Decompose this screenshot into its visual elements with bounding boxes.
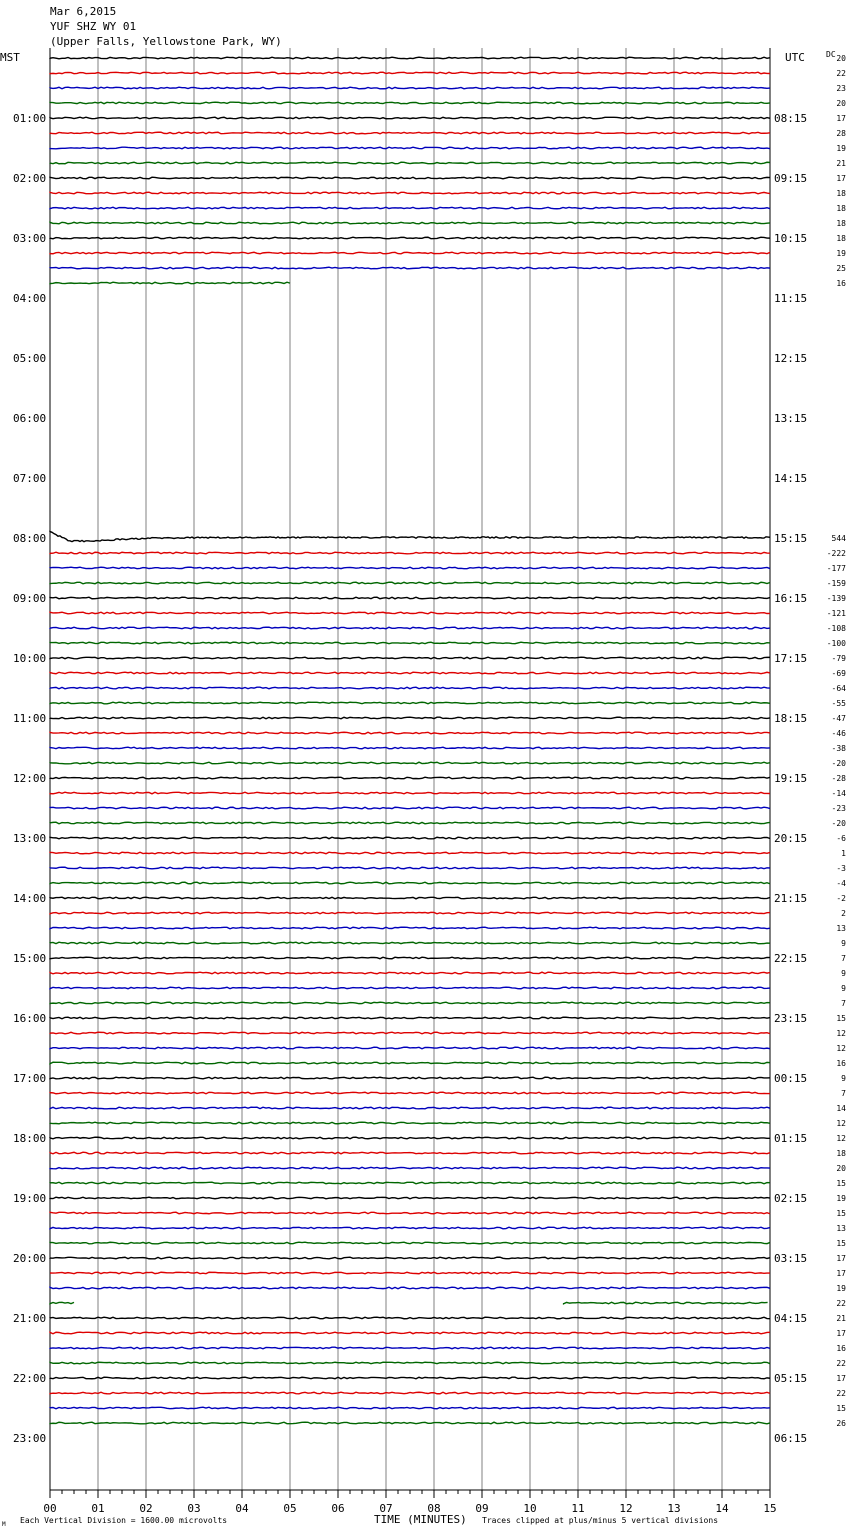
mst-hour-label: 19:00 (13, 1192, 47, 1205)
trace-row (50, 177, 770, 179)
dc-offset-label: -14 (831, 789, 846, 798)
utc-hour-label: 14:15 (774, 472, 808, 485)
utc-hour-label: 13:15 (774, 412, 808, 425)
utc-hour-label: 17:15 (774, 652, 808, 665)
utc-hour-label: 20:15 (774, 832, 808, 845)
label-group (0, 50, 846, 1528)
dc-offset-label: -6 (836, 834, 846, 843)
trace-row (50, 1137, 770, 1139)
utc-hour-label: 03:15 (774, 1252, 808, 1265)
trace-row (50, 102, 770, 104)
x-tick-label: 02 (139, 1502, 153, 1515)
trace-row (50, 987, 770, 989)
mst-hour-label: 06:00 (13, 412, 47, 425)
trace-row (50, 1362, 770, 1364)
dc-offset-label: 16 (836, 1344, 846, 1353)
clip-note: Traces clipped at plus/minus 5 vertical divisions (482, 1516, 719, 1525)
dc-offset-label: 1 (841, 849, 846, 858)
trace-row (50, 532, 770, 542)
trace-row (50, 957, 770, 959)
x-tick-label: 10 (523, 1502, 537, 1515)
trace-row (50, 1407, 770, 1409)
trace-row (50, 1332, 770, 1334)
dc-offset-label: 18 (836, 234, 846, 243)
mst-hour-label: 08:00 (13, 532, 47, 545)
dc-offset-label: 17 (836, 174, 846, 183)
utc-hour-label: 11:15 (774, 292, 808, 305)
mst-hour-label: 10:00 (13, 652, 47, 665)
trace-row (50, 702, 770, 704)
trace-row (50, 672, 770, 674)
trace-row (50, 57, 770, 59)
utc-axis-label: UTC (785, 51, 805, 64)
trace-row (50, 1347, 770, 1349)
dc-offset-label: -69 (831, 669, 846, 678)
dc-offset-label: 12 (836, 1044, 846, 1053)
x-tick-label: 07 (379, 1502, 393, 1515)
trace-row (50, 1077, 770, 1079)
mst-hour-label: 23:00 (13, 1432, 47, 1445)
trace-row (50, 117, 770, 119)
dc-offset-label: 13 (836, 1224, 846, 1233)
utc-hour-label: 19:15 (774, 772, 808, 785)
dc-offset-label: 17 (836, 1269, 846, 1278)
mst-hour-label: 14:00 (13, 892, 47, 905)
dc-offset-label: 19 (836, 144, 846, 153)
trace-row (50, 1377, 770, 1379)
mst-hour-label: 17:00 (13, 1072, 47, 1085)
mst-hour-label: 20:00 (13, 1252, 47, 1265)
dc-offset-label: -121 (826, 609, 846, 618)
trace-row (50, 252, 770, 254)
x-tick-label: 05 (283, 1502, 297, 1515)
dc-offset-label: 9 (841, 984, 846, 993)
trace-row (50, 237, 770, 239)
x-tick-label: 01 (91, 1502, 105, 1515)
trace-row (50, 732, 770, 734)
dc-offset-label: 17 (836, 1329, 846, 1338)
dc-offset-label: -46 (831, 729, 846, 738)
dc-offset-label: 15 (836, 1179, 846, 1188)
trace-row (50, 1227, 770, 1229)
dc-offset-label: 12 (836, 1029, 846, 1038)
mst-hour-label: 09:00 (13, 592, 47, 605)
mst-hour-label: 15:00 (13, 952, 47, 965)
trace-row (50, 897, 770, 899)
dc-offset-label: -100 (826, 639, 846, 648)
trace-row (50, 1212, 770, 1214)
mst-hour-label: 16:00 (13, 1012, 47, 1025)
dc-offset-label: 15 (836, 1239, 846, 1248)
trace-row (50, 852, 770, 854)
mst-hour-label: 21:00 (13, 1312, 47, 1325)
dc-offset-label: 2 (841, 909, 846, 918)
dc-offset-label: 21 (836, 159, 846, 168)
mst-hour-label: 22:00 (13, 1372, 47, 1385)
dc-offset-label: 15 (836, 1404, 846, 1413)
dc-offset-label: 22 (836, 1359, 846, 1368)
utc-hour-label: 18:15 (774, 712, 808, 725)
trace-row (50, 207, 770, 209)
dc-offset-label: 7 (841, 954, 846, 963)
trace-row (50, 1062, 770, 1064)
trace-row (50, 657, 770, 659)
mst-hour-label: 02:00 (13, 172, 47, 185)
utc-hour-label: 16:15 (774, 592, 808, 605)
trace-row (50, 717, 770, 719)
trace-row (50, 1257, 770, 1259)
trace-row (50, 837, 770, 839)
trace-row (50, 942, 770, 944)
dc-offset-label: 15 (836, 1209, 846, 1218)
dc-offset-label: 26 (836, 1419, 846, 1428)
trace-row (50, 1122, 770, 1124)
dc-offset-label: 9 (841, 969, 846, 978)
utc-hour-label: 02:15 (774, 1192, 808, 1205)
dc-offset-label: 20 (836, 54, 846, 63)
dc-offset-label: 15 (836, 1014, 846, 1023)
trace-row (50, 762, 770, 764)
dc-column-label: DC (826, 50, 836, 59)
dc-offset-label: -108 (826, 624, 846, 633)
dc-offset-label: -3 (836, 864, 846, 873)
x-tick-label: 15 (763, 1502, 777, 1515)
trace-row (50, 1002, 770, 1004)
dc-offset-label: -4 (836, 879, 846, 888)
trace-row (50, 132, 770, 134)
x-tick-label: 14 (715, 1502, 729, 1515)
trace-row (50, 1287, 770, 1289)
trace-row (50, 1197, 770, 1199)
dc-offset-label: 22 (836, 1299, 846, 1308)
trace-row (50, 927, 770, 929)
x-tick-label: 06 (331, 1502, 345, 1515)
trace-row (50, 972, 770, 974)
x-tick-label: 11 (571, 1502, 585, 1515)
trace-row (50, 627, 770, 629)
dc-offset-label: 17 (836, 114, 846, 123)
mst-hour-label: 05:00 (13, 352, 47, 365)
trace-row (50, 642, 770, 644)
trace-row (50, 687, 770, 689)
dc-offset-label: 18 (836, 204, 846, 213)
mst-hour-label: 03:00 (13, 232, 47, 245)
trace-row (50, 867, 770, 869)
trace-row (50, 1272, 770, 1274)
mst-hour-label: 04:00 (13, 292, 47, 305)
utc-hour-label: 23:15 (774, 1012, 808, 1025)
utc-hour-label: 12:15 (774, 352, 808, 365)
utc-hour-label: 08:15 (774, 112, 808, 125)
station-location: (Upper Falls, Yellowstone Park, WY) (50, 35, 282, 48)
mst-axis-label: MST (0, 51, 20, 64)
dc-offset-label: -79 (831, 654, 846, 663)
mst-hour-label: 11:00 (13, 712, 47, 725)
utc-hour-label: 15:15 (774, 532, 808, 545)
dc-offset-label: -159 (826, 579, 846, 588)
dc-offset-label: 9 (841, 939, 846, 948)
trace-row (50, 792, 770, 794)
dc-offset-label: 19 (836, 1284, 846, 1293)
utc-hour-label: 10:15 (774, 232, 808, 245)
trace-row (50, 1017, 770, 1019)
dc-offset-label: -23 (831, 804, 846, 813)
dc-offset-label: 22 (836, 1389, 846, 1398)
trace-row (50, 267, 770, 269)
dc-offset-label: 544 (831, 534, 846, 543)
x-tick-label: 09 (475, 1502, 489, 1515)
trace-row (50, 777, 770, 779)
utc-hour-label: 09:15 (774, 172, 808, 185)
trace-row (50, 192, 770, 194)
dc-offset-label: 18 (836, 1149, 846, 1158)
trace-row (50, 567, 770, 569)
dc-offset-label: 20 (836, 99, 846, 108)
trace-row (50, 1302, 768, 1304)
dc-offset-label: 18 (836, 219, 846, 228)
dc-offset-label: 21 (836, 1314, 846, 1323)
utc-hour-label: 22:15 (774, 952, 808, 965)
dc-offset-label: 20 (836, 1164, 846, 1173)
mst-hour-label: 12:00 (13, 772, 47, 785)
trace-row (50, 1422, 770, 1424)
dc-offset-label: 12 (836, 1134, 846, 1143)
dc-offset-label: -64 (831, 684, 846, 693)
mst-hour-label: 13:00 (13, 832, 47, 845)
dc-offset-label: 25 (836, 264, 846, 273)
dc-offset-label: 7 (841, 999, 846, 1008)
dc-offset-label: -20 (831, 819, 846, 828)
trace-row (50, 1317, 770, 1319)
dc-offset-label: 12 (836, 1119, 846, 1128)
station-date: Mar 6,2015 (50, 5, 117, 18)
trace-row (50, 807, 770, 809)
dc-offset-label: -20 (831, 759, 846, 768)
trace-row (50, 1032, 770, 1034)
trace-row (50, 1152, 770, 1154)
trace-row (50, 747, 770, 749)
trace-group (50, 57, 770, 1424)
x-axis-title: TIME (MINUTES) (374, 1513, 467, 1526)
scale-note: Each Vertical Division = 1600.00 microvolts (20, 1516, 228, 1525)
x-tick-label: 03 (187, 1502, 201, 1515)
minute-grid (50, 48, 770, 1498)
x-tick-label: 04 (235, 1502, 249, 1515)
utc-hour-label: 06:15 (774, 1432, 808, 1445)
dc-offset-label: 19 (836, 249, 846, 258)
trace-row (50, 1107, 770, 1109)
dc-offset-label: -177 (826, 564, 846, 573)
trace-row (50, 1392, 770, 1394)
dc-offset-label: 18 (836, 189, 846, 198)
trace-row (50, 912, 770, 914)
dc-offset-label: 17 (836, 1254, 846, 1263)
dc-offset-label: 22 (836, 69, 846, 78)
trace-row (50, 597, 770, 599)
station-code: YUF SHZ WY 01 (50, 20, 137, 33)
x-tick-label: 12 (619, 1502, 633, 1515)
dc-offset-label: 16 (836, 279, 846, 288)
trace-row (50, 612, 770, 614)
mst-hour-label: 07:00 (13, 472, 47, 485)
dc-offset-label: -47 (831, 714, 846, 723)
mst-hour-label: 01:00 (13, 112, 47, 125)
dc-offset-label: 13 (836, 924, 846, 933)
trace-row (50, 1182, 770, 1184)
trace-row (50, 162, 770, 164)
dc-offset-label: -38 (831, 744, 846, 753)
dc-offset-label: 9 (841, 1074, 846, 1083)
trace-row (50, 1167, 770, 1169)
utc-hour-label: 05:15 (774, 1372, 808, 1385)
mst-hour-label: 18:00 (13, 1132, 47, 1145)
trace-row (50, 1047, 770, 1049)
utc-hour-label: 00:15 (774, 1072, 808, 1085)
dc-offset-label: -55 (831, 699, 846, 708)
trace-row (50, 147, 770, 149)
trace-row (50, 72, 770, 74)
x-tick-label: 08 (427, 1502, 441, 1515)
trace-row (50, 222, 770, 224)
dc-offset-label: 23 (836, 84, 846, 93)
trace-row (50, 1092, 770, 1094)
dc-offset-label: 19 (836, 1194, 846, 1203)
dc-offset-label: 17 (836, 1374, 846, 1383)
x-tick-label: 13 (667, 1502, 681, 1515)
trace-row (50, 882, 770, 884)
utc-hour-label: 04:15 (774, 1312, 808, 1325)
dc-offset-label: 16 (836, 1059, 846, 1068)
dc-offset-label: -2 (836, 894, 846, 903)
corner-mark: M (2, 1521, 6, 1528)
trace-row (50, 282, 290, 284)
trace-row (50, 87, 770, 89)
dc-offset-label: -28 (831, 774, 846, 783)
x-tick-label: 00 (43, 1502, 57, 1515)
dc-offset-label: 28 (836, 129, 846, 138)
utc-hour-label: 21:15 (774, 892, 808, 905)
trace-row (50, 582, 770, 584)
dc-offset-label: 7 (841, 1089, 846, 1098)
trace-row (50, 822, 770, 824)
dc-offset-label: -222 (826, 549, 846, 558)
dc-offset-label: 14 (836, 1104, 846, 1113)
trace-row (50, 1242, 770, 1244)
dc-offset-label: -139 (826, 594, 846, 603)
trace-row (50, 552, 770, 554)
utc-hour-label: 01:15 (774, 1132, 808, 1145)
